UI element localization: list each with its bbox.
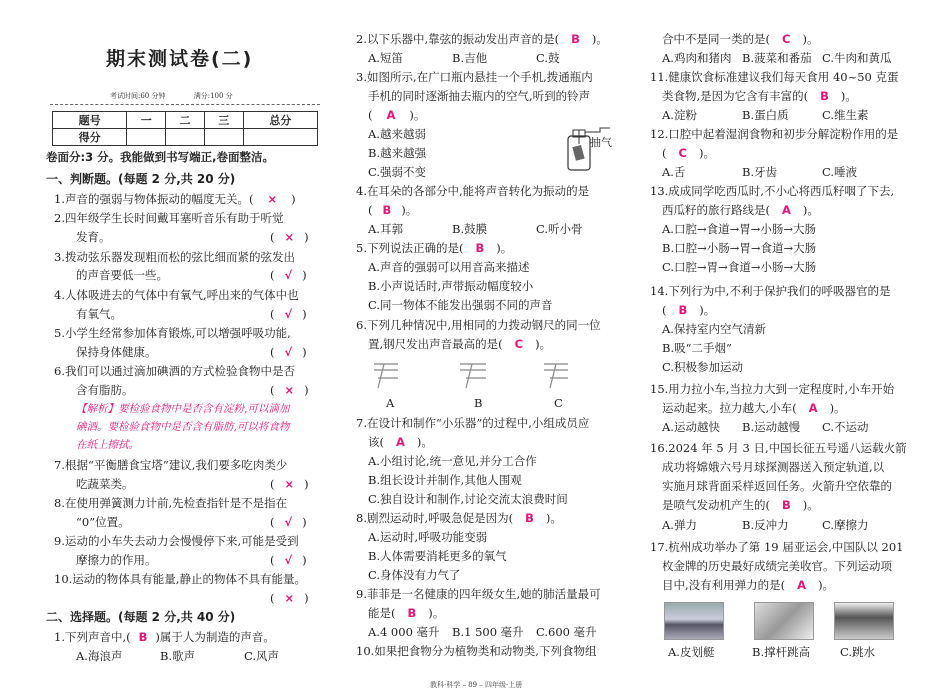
choice-15-line1: 15.用力拉小车,当拉力大到一定程度时,小车开始	[650, 382, 895, 396]
question-text: 该(	[368, 435, 384, 449]
question-text: 1.声音的强弱与物体振动的幅度无关。(	[54, 192, 254, 206]
option: A.保持室内空气清新	[662, 322, 766, 336]
option: B.反冲力	[742, 518, 789, 532]
question-text: )。	[416, 435, 433, 449]
choice-16-line2: 成功将嫦娥六号月球探测器送入预定轨道,以	[662, 460, 885, 474]
answer-mark: √	[284, 307, 293, 321]
option: C.积极参加运动	[662, 360, 744, 374]
option: A.短笛	[368, 51, 403, 65]
answer-mark: C	[782, 32, 791, 46]
option: B.鼓膜	[452, 222, 488, 236]
option: C.不运动	[822, 420, 869, 434]
judge-8-answer: ( √ )	[270, 515, 307, 529]
score-header-cell: 三	[204, 112, 243, 129]
choice-15-line2	[662, 401, 846, 416]
page-title: 期末测试卷(二)	[106, 48, 254, 70]
choice-7-line2	[368, 435, 433, 450]
option: B.运动越慢	[742, 420, 801, 434]
choice-3-line2: 手机的同时逐渐抽去瓶内的空气,听到的铃声	[368, 89, 591, 103]
question-text: )。	[840, 89, 857, 103]
answer-mark: B	[782, 498, 791, 512]
option: C.鼓	[536, 51, 560, 65]
choice-15-options	[662, 420, 869, 435]
option: B.牙齿	[742, 165, 778, 179]
choice-17-line1: 17.杭州成功举办了第 19 届亚运会,中国队以 201	[650, 540, 904, 554]
option: B.越来越强	[368, 146, 427, 160]
judge-5-line1: 5.小学生经常参加体育锻炼,可以增强呼吸功能,	[54, 326, 291, 340]
option: A.皮划艇	[668, 645, 715, 659]
answer-mark: B	[382, 203, 392, 217]
option: A.弹力	[662, 518, 697, 532]
page-footer: 教科·科学 – 89 – 四年级·上册	[430, 681, 523, 689]
option: A.运动时,呼吸功能变弱	[368, 530, 488, 544]
choice-9-line1: 9.菲菲是一名健康的四年级女生,她的肺活量最可	[356, 587, 601, 601]
option: B.1 500 毫升	[452, 625, 524, 639]
steel-ruler-figures	[368, 356, 608, 392]
score-header-cell: 题号	[53, 112, 127, 129]
neatness-note: 卷面分:3 分。我能做到书写端正,卷面整洁。	[46, 150, 274, 164]
judge-3-answer: ( √ )	[270, 268, 307, 282]
answer-mark: √	[284, 553, 293, 567]
choice-12-line1: 12.口腔中起着湿润食物和初步分解淀粉作用的是	[650, 127, 899, 141]
judge-10-line1: 10.运动的物体具有能量,静止的物体不具有能量。	[54, 572, 306, 586]
option: C.维生素	[822, 108, 869, 122]
judge-7-line1: 7.根据“平衡膳食宝塔”建议,我们要多吃肉类少	[54, 458, 288, 472]
judge-9-line2: 摩擦力的作用。	[76, 553, 157, 567]
question-text: 能是(	[368, 606, 396, 620]
exam-score: 满分:100 分	[193, 92, 233, 100]
choice-13-line2	[662, 203, 819, 218]
choice-4-answer: ( B )。	[368, 203, 418, 217]
answer-mark: B	[678, 303, 688, 317]
score-header-cell: 总分	[243, 112, 317, 129]
option: C.600 毫升	[536, 625, 597, 639]
question-text: 目中,没有利用弹力的是(	[662, 578, 786, 592]
answer-mark: B	[138, 630, 148, 644]
answer-mark: A	[386, 108, 396, 122]
choice-7-line1: 7.在设计和制作“小乐器”的过程中,小组成员应	[356, 416, 590, 430]
analysis-line2: 碘酒。要检验食物中是否含有脂肪,可以将食物	[76, 421, 290, 433]
judge-4-answer: ( √ )	[270, 307, 307, 321]
option: C.同一物体不能发出强弱不同的声音	[368, 298, 553, 312]
option: A.声音的强弱可以用音高来描述	[368, 260, 530, 274]
option: A.口腔→食道→胃→小肠→大肠	[662, 222, 817, 236]
option: B.吸“二手烟”	[662, 341, 732, 355]
choice-4-line1: 4.在耳朵的各部分中,能将声音转化为振动的是	[356, 184, 590, 198]
choice-11-options	[662, 108, 869, 123]
answer-mark: A	[797, 578, 807, 592]
question-text: 8.剧烈运动时,呼吸急促是因为(	[356, 511, 514, 525]
score-input-cell[interactable]	[243, 129, 317, 146]
option: C.跳水	[840, 645, 876, 659]
option: C.风声	[244, 649, 280, 663]
judge-10-answer: ( × )	[270, 591, 309, 605]
question-text: )。	[428, 606, 445, 620]
kayak-photo	[664, 602, 724, 640]
question-text: 合中不是同一类的是(	[662, 32, 770, 46]
question-text: 5.下列说法正确的是(	[356, 241, 464, 255]
choice-8	[356, 511, 562, 526]
score-row-label: 得分	[53, 129, 127, 146]
choice-10-line1: 10.如果把食物分为植物类和动物类,下列食物组	[356, 644, 597, 658]
answer-mark: ×	[284, 591, 295, 605]
answer-mark: √	[284, 515, 293, 529]
choice-16-line4	[662, 498, 819, 513]
judge-8-line1: 8.在使用弹簧测力计前,先检查指针是不是指在	[54, 496, 288, 510]
answer-mark: A	[808, 401, 818, 415]
choice-6-line1: 6.下列几种情况中,用相同的力拨动钢尺的同一位	[356, 318, 601, 332]
section-choice-heading: 二、选择题。(每题 2 分,共 40 分)	[46, 610, 236, 624]
choice-11-line1: 11.健康饮食标准建议我们每天食用 40~50 克蛋	[650, 70, 899, 84]
score-table	[52, 111, 318, 146]
option: C.独自设计和制作,讨论交流太浪费时间	[368, 492, 568, 506]
option: B.歌声	[160, 649, 196, 663]
judge-9-line1: 9.运动的小车失去动力会慢慢停下来,可能是受到	[54, 534, 299, 548]
choice-2	[356, 32, 608, 47]
judge-7-answer: ( × )	[270, 477, 309, 491]
option: A.淀粉	[662, 108, 697, 122]
option: A.鸡肉和猪肉	[662, 51, 732, 65]
choice-13-line1: 13.成成同学吃西瓜时,不小心将西瓜籽咽了下去,	[650, 184, 895, 198]
answer-mark: ×	[267, 192, 278, 206]
choice-9-line2	[368, 606, 444, 621]
analysis-line1: 【解析】要检验食物中是否含有淀粉,可以滴加	[76, 403, 290, 415]
option: C.听小骨	[536, 222, 583, 236]
answer-mark: B	[475, 241, 485, 255]
option: A.越来越弱	[368, 127, 426, 141]
question-text: 置,钢尺发出声音最高的是(	[368, 337, 503, 351]
question-text: )。	[829, 401, 846, 415]
choice-10-line2	[662, 32, 818, 47]
analysis-line3: 在纸上擦拭。	[76, 439, 139, 451]
choice-16-line1: 16.2024 年 5 月 3 日,中国长征五号遥八运载火箭	[650, 441, 907, 455]
choice-6-line2	[368, 337, 551, 352]
question-text: )。	[535, 337, 552, 351]
score-header-cell: 一	[127, 112, 166, 129]
choice-12-answer: ( C )。	[662, 146, 715, 160]
answer-mark: B	[407, 606, 417, 620]
question-text: 运动起来。拉力越大,小车(	[662, 401, 797, 415]
option: C.口腔→胃→食道→小肠→大肠	[662, 260, 817, 274]
bell-jar-diagram	[564, 122, 618, 178]
judge-2-line1: 2.四年级学生长时间戴耳塞听音乐有助于听觉	[54, 211, 284, 225]
question-text: )属于人为制造的声音。	[155, 630, 275, 644]
judge-2-line2: 发育。	[76, 230, 111, 244]
answer-mark: ×	[284, 230, 295, 244]
judge-4-line2: 有氧气。	[76, 307, 122, 321]
exam-meta	[110, 91, 259, 101]
judge-1	[54, 192, 296, 207]
option: C.牛肉和黄瓜	[822, 51, 892, 65]
choice-3-answer: ( A )。	[368, 108, 426, 122]
option: C.身体没有力气了	[368, 568, 461, 582]
answer-mark: A	[396, 435, 405, 449]
option: A.海浪声	[76, 649, 123, 663]
judge-2-answer: ( × )	[270, 230, 309, 244]
choice-17-line3	[662, 578, 834, 593]
choice-12-options	[662, 165, 857, 180]
figure-label: B	[474, 396, 483, 410]
option: A.小组讨论,统一意见,并分工合作	[368, 454, 537, 468]
question-text: 是喷气发动机产生的(	[662, 498, 770, 512]
score-input-cell[interactable]	[166, 129, 205, 146]
paren-close: )	[291, 192, 296, 206]
figure-label: C	[554, 396, 563, 410]
judge-6-line2: 含有脂肪。	[76, 383, 134, 397]
choice-3-line1: 3.如图所示,在广口瓶内悬挂一个手机,拨通瓶内	[356, 70, 593, 84]
option: A.运动越快	[662, 420, 720, 434]
question-text: 西瓜籽的旅行路线是(	[662, 203, 770, 217]
pump-label: 抽气	[590, 136, 612, 149]
option: B.组长设计并制作,其他人围观	[368, 473, 522, 487]
choice-2-options	[368, 51, 560, 66]
choice-11-line2	[662, 89, 857, 104]
option: A.耳郭	[368, 222, 403, 236]
option: C.摩擦力	[822, 518, 869, 532]
option: B.吉他	[452, 51, 488, 65]
question-text: 2.以下乐器中,靠弦的振动发出声音的是(	[356, 32, 560, 46]
choice-17-line2: 枚金牌的历史最好成绩完美收官。下列运动项	[662, 559, 892, 573]
answer-mark: C	[678, 146, 687, 160]
choice-14-answer: ( B )。	[662, 303, 716, 317]
question-text: )。	[802, 203, 819, 217]
judge-4-line1: 4.人体吸进去的气体中有氧气,呼出来的气体中也	[54, 288, 299, 302]
question-text: 类食物,是因为它含有丰富的(	[662, 89, 809, 103]
judge-5-answer: ( √ )	[270, 345, 307, 359]
choice-4-options	[368, 222, 583, 237]
judge-3-line2: 的声音要低一些。	[76, 268, 168, 282]
option: A.舌	[662, 165, 686, 179]
score-header-cell: 二	[166, 112, 205, 129]
choice-16-options	[662, 518, 869, 533]
answer-mark: √	[284, 345, 293, 359]
option: B.蛋白质	[742, 108, 789, 122]
question-text: )。	[802, 32, 819, 46]
exam-time: 考试时间:60 分钟	[110, 92, 166, 100]
choice-5	[356, 241, 512, 256]
score-input-cell[interactable]	[127, 129, 166, 146]
choice-1	[54, 630, 275, 645]
judge-8-line2: “0”位置。	[76, 515, 130, 529]
choice-1-options	[76, 649, 279, 664]
choice-10-options	[662, 51, 892, 66]
section-judge-heading: 一、判断题。(每题 2 分,共 20 分)	[46, 172, 236, 186]
option: A.4 000 毫升	[368, 625, 440, 639]
option: B.撑杆跳高	[752, 645, 811, 659]
option: B.人体需要消耗更多的氧气	[368, 549, 507, 563]
option: C.唾液	[822, 165, 858, 179]
option: B.菠菜和番茄	[742, 51, 812, 65]
answer-mark: ×	[284, 383, 295, 397]
answer-mark: B	[525, 511, 534, 525]
judge-3-line1: 3.拨动弦乐器发现粗而松的弦比细而紧的弦发出	[54, 250, 295, 264]
choice-14-line1: 14.下列行为中,不利于保护我们的呼吸器官的是	[650, 284, 891, 298]
score-input-cell[interactable]	[204, 129, 243, 146]
answer-mark: B	[571, 32, 580, 46]
question-text: )。	[496, 241, 513, 255]
choice-16-line3: 实施月球背面采样返回任务。火箭升空依靠的	[662, 479, 892, 493]
pole-vault-photo	[754, 602, 814, 640]
option: B.小声说话时,声带振动幅度较小	[368, 279, 534, 293]
question-text: )。	[818, 578, 835, 592]
judge-6-answer: ( × )	[270, 383, 309, 397]
option: C.强弱不变	[368, 165, 427, 179]
answer-mark: √	[284, 268, 293, 282]
answer-mark: A	[782, 203, 791, 217]
judge-6-line1: 6.我们可以通过滴加碘酒的方式检验食物中是否	[54, 364, 295, 378]
question-text: )。	[802, 498, 819, 512]
answer-mark: ×	[284, 477, 295, 491]
question-text: 1.下列声音中,(	[54, 630, 131, 644]
choice-9-options	[368, 625, 597, 640]
question-text: )。	[545, 511, 562, 525]
judge-9-answer: ( √ )	[270, 553, 307, 567]
answer-mark: B	[820, 89, 829, 103]
question-text: )。	[591, 32, 608, 46]
answer-mark: C	[514, 337, 524, 351]
judge-5-line2: 保持身体健康。	[76, 345, 157, 359]
diving-photo	[834, 602, 894, 640]
option: B.口腔→小肠→胃→食道→大肠	[662, 241, 817, 255]
judge-7-line2: 吃蔬菜类。	[76, 477, 134, 491]
figure-label: A	[386, 396, 395, 410]
divider	[50, 104, 320, 105]
